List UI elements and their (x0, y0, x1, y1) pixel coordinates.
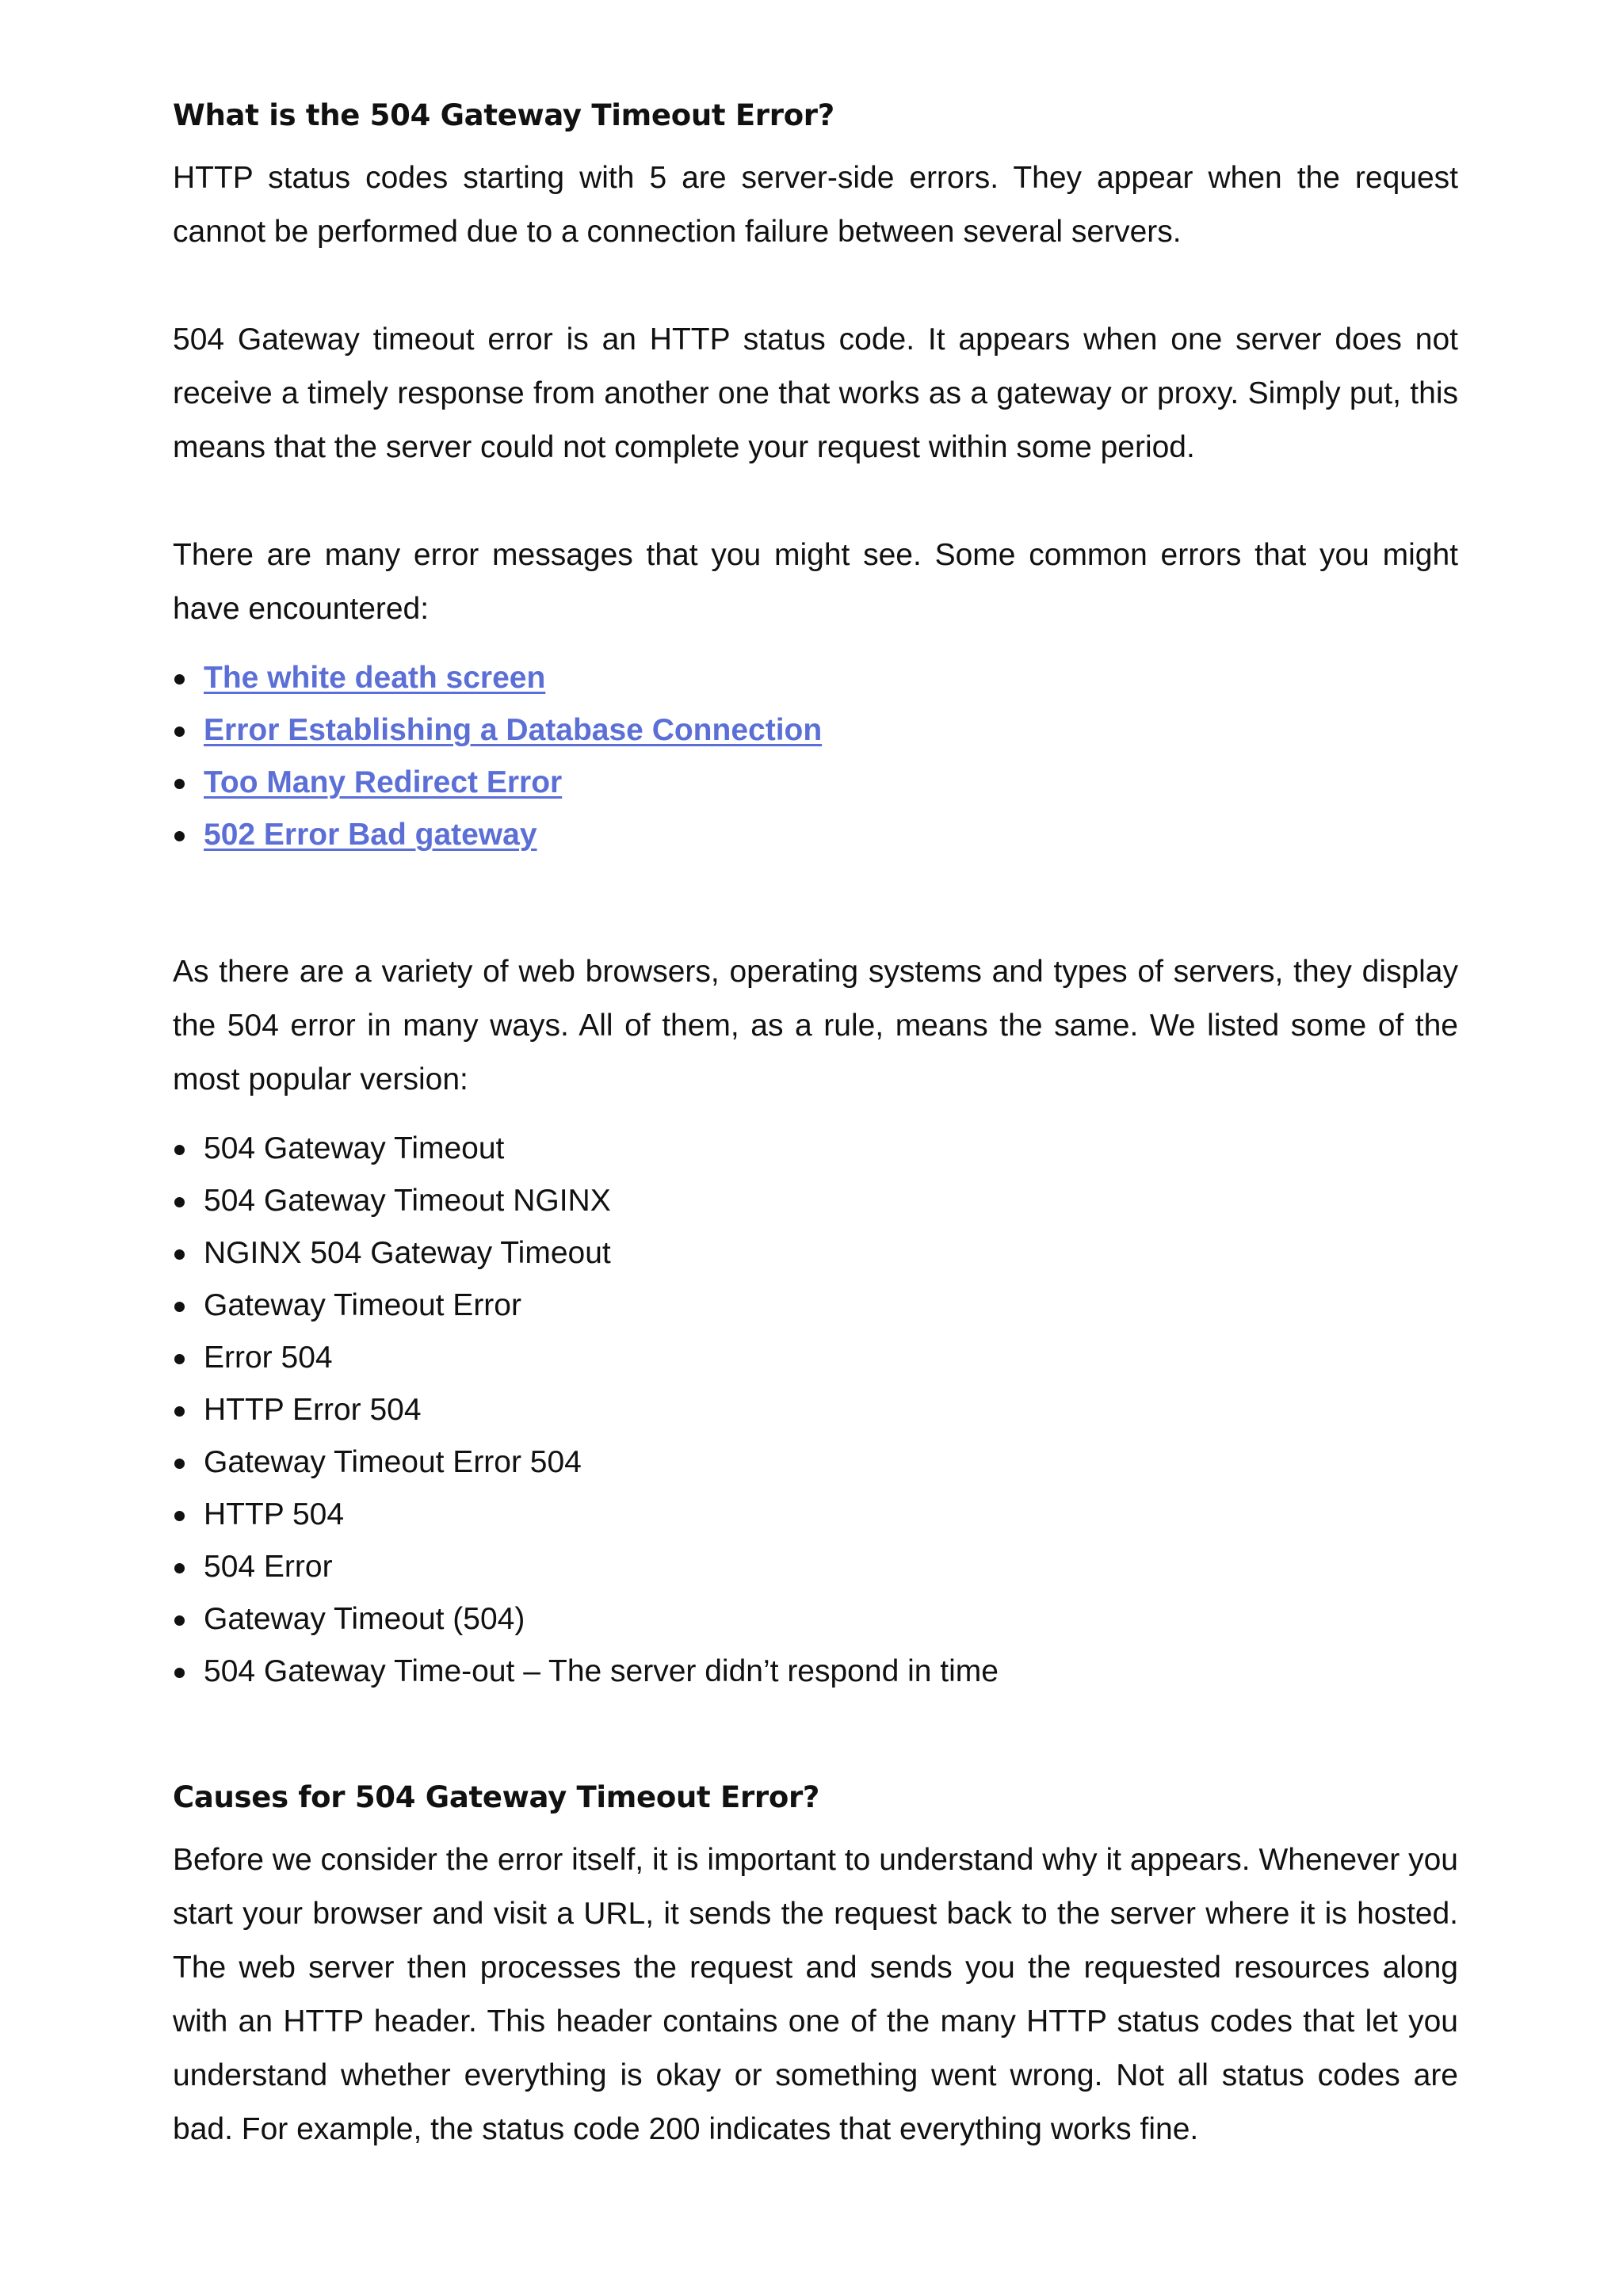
related-errors-list (173, 652, 1458, 861)
list-item (173, 652, 1458, 704)
section-heading-what-is-504: What is the 504 Gateway Timeout Error? (173, 98, 834, 132)
causes-paragraph: Before we consider the error itself, it is important to understand why it appears. Whenever you start your browser and visit a URL, it sends the request back to the server where it is hosted. The web server then processes the request and sends you the requested resources along with an HTTP header. This header contains one of the many HTTP status codes that let you understand whether everything is okay or something went wrong. Not all status codes are bad. For example, the status code 200 indicates that everything works fine. (173, 1843, 1458, 2146)
definition-paragraph: 504 Gateway timeout error is an HTTP status code. It appears when one server does not receive a timely response from another one that works as a gateway or proxy. Simply put, this means that the server could not complete your request within some period. (173, 322, 1458, 464)
list-item: NGINX 504 Gateway Timeout (173, 1227, 1458, 1280)
list-item (173, 757, 1458, 809)
link-502-bad-gateway[interactable]: 502 Error Bad gateway (204, 818, 537, 852)
list-item: HTTP Error 504 (173, 1384, 1458, 1436)
variants-intro-paragraph: As there are a variety of web browsers, operating systems and types of servers, they display the 504 error in many ways. All of them, as a rule, means the same. We listed some of the most popular version: (173, 955, 1458, 1097)
link-database-connection-error[interactable]: Error Establishing a Database Connection (204, 713, 823, 747)
section-heading-causes: Causes for 504 Gateway Timeout Error? (173, 1780, 820, 1814)
list-item: Gateway Timeout Error (173, 1280, 1458, 1332)
list-item: Gateway Timeout Error 504 (173, 1436, 1458, 1489)
intro-paragraph: HTTP status codes starting with 5 are server-side errors. They appear when the request cannot be performed due to a connection failure between several servers. (173, 161, 1458, 249)
list-item: Error 504 (173, 1332, 1458, 1384)
common-errors-paragraph: There are many error messages that you might see. Some common errors that you might have encountered: (173, 538, 1458, 626)
list-item: 504 Gateway Timeout NGINX (173, 1175, 1458, 1227)
list-item: HTTP 504 (173, 1489, 1458, 1541)
link-too-many-redirects[interactable]: Too Many Redirect Error (204, 765, 563, 799)
link-white-death-screen[interactable]: The white death screen (204, 661, 546, 695)
list-item: 504 Gateway Time-out – The server didn’t respond in time (173, 1646, 1458, 1698)
error-variants-list (173, 1123, 1458, 1698)
list-item (173, 704, 1458, 757)
list-item: Gateway Timeout (504) (173, 1593, 1458, 1646)
list-item (173, 809, 1458, 861)
list-item: 504 Error (173, 1541, 1458, 1593)
list-item: 504 Gateway Timeout (173, 1123, 1458, 1175)
article-content (173, 0, 1458, 2157)
